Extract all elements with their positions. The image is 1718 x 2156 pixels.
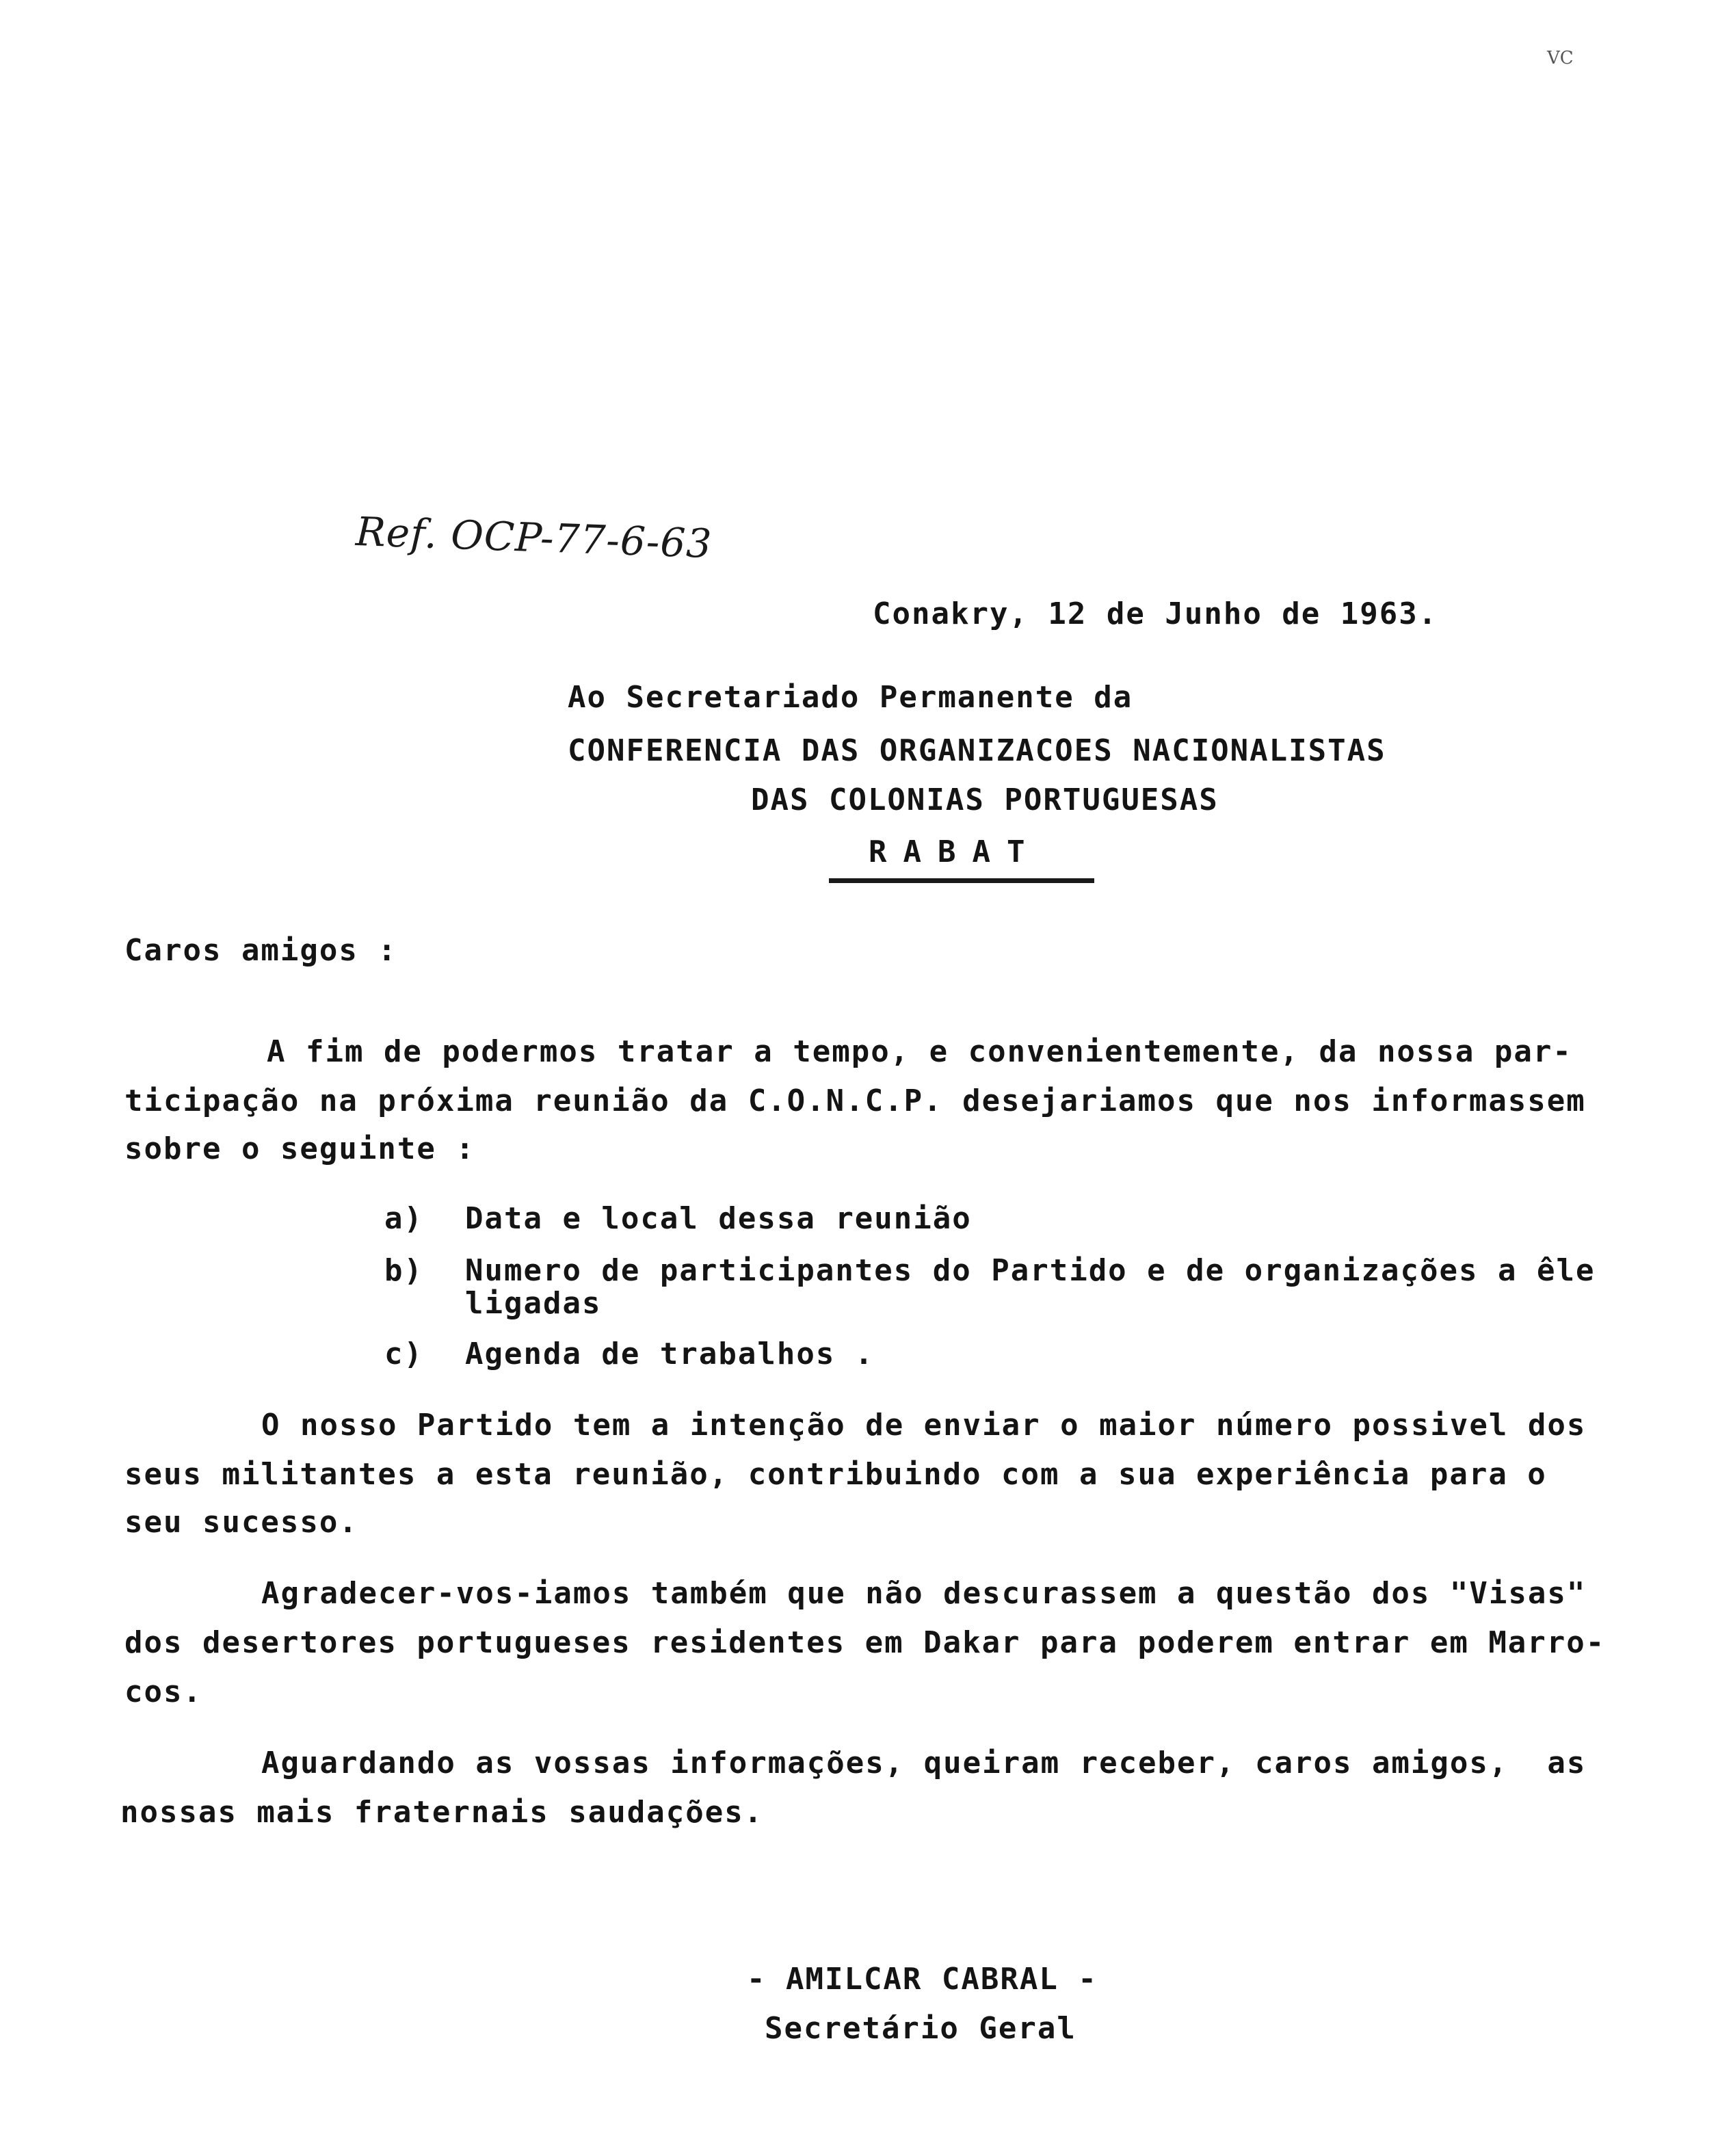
city-underline [829,878,1094,883]
list-item-b-letter: b) [384,1253,423,1288]
list-item-c-letter: c) [384,1337,423,1371]
list-item-b-text-line-2: ligadas [465,1286,602,1321]
paragraph-2-line-1: O nosso Partido tem a intenção de enviar o maior número possivel dos [261,1408,1587,1443]
signature-name: - AMILCAR CABRAL - [747,1962,1098,1997]
list-item-c-text: Agenda de trabalhos . [465,1337,875,1371]
paragraph-1-line-1: A fim de podermos tratar a tempo, e convenientemente, da nossa par- [267,1034,1572,1069]
corner-mark: VC [1547,48,1574,68]
date-line: Conakry, 12 de Junho de 1963. [873,596,1438,631]
addressee-line-1: Ao Secretariado Permanente da [568,680,1133,715]
handwritten-reference: Ref. OCP-77-6-63 [354,508,713,568]
addressee-line-2: CONFERENCIA DAS ORGANIZACOES NACIONALISTAS [568,733,1386,768]
salutation: Caros amigos : [124,933,397,968]
list-item-a-text: Data e local dessa reunião [465,1201,972,1236]
signature-title: Secretário Geral [765,2011,1076,2046]
list-item-a-letter: a) [384,1201,423,1236]
addressee-city: RABAT [869,834,1042,869]
paragraph-4-line-1: Aguardando as vossas informações, queiram receber, caros amigos, as [261,1746,1587,1780]
paragraph-2-line-3: seu sucesso. [124,1505,358,1540]
paragraph-2-line-2: seus militantes a esta reunião, contribuindo com a sua experiência para o [124,1457,1547,1492]
list-item-b-text-line-1: Numero de participantes do Partido e de organizações a êle [465,1253,1596,1288]
addressee-line-3: DAS COLONIAS PORTUGUESAS [751,783,1219,817]
paragraph-3-line-3: cos. [124,1674,202,1709]
paragraph-3-line-2: dos desertores portugueses residentes em Dakar para poderem entrar em Marro- [124,1625,1606,1660]
paragraph-1-line-3: sobre o seguinte : [124,1131,475,1166]
paragraph-3-line-1: Agradecer-vos-iamos também que não descurassem a questão dos "Visas" [261,1576,1587,1611]
paragraph-1-line-2: ticipação na próxima reunião da C.O.N.C.P. desejariamos que nos informassem [124,1083,1586,1118]
paragraph-4-line-2: nossas mais fraternais saudações. [120,1795,764,1830]
